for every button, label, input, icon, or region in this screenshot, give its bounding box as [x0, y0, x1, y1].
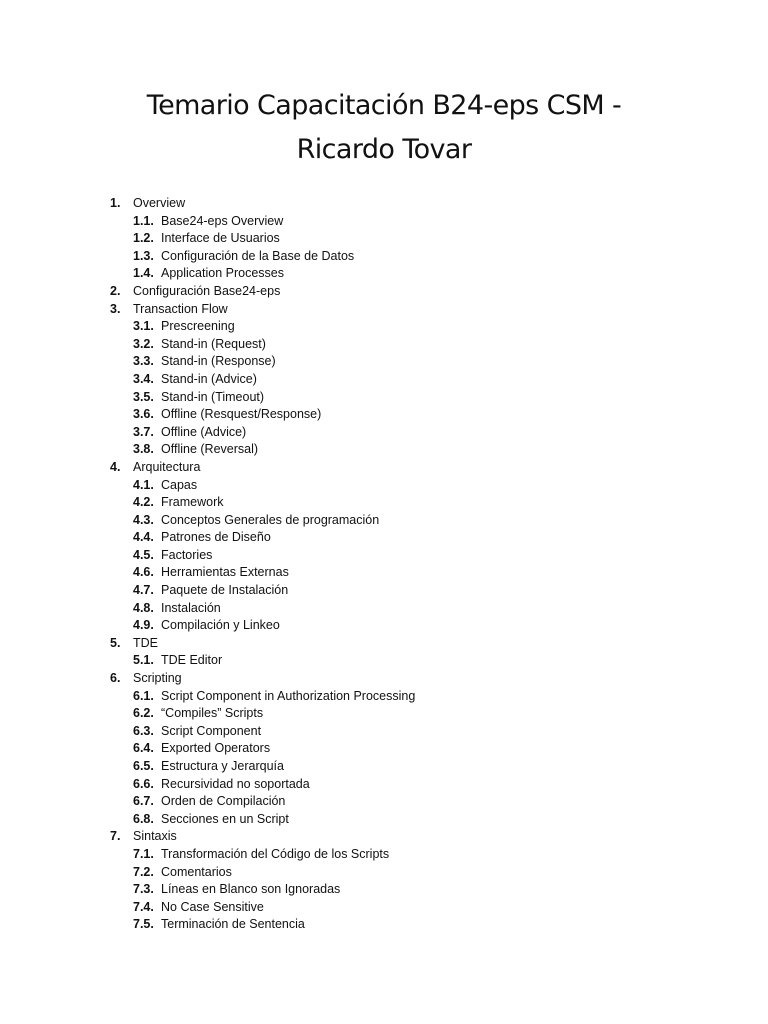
outline-item-label: Stand-in (Request)	[161, 336, 266, 351]
outline-section	[0, 283, 768, 301]
outline-item-number: 1.3.	[133, 248, 154, 263]
outline-subsection	[0, 564, 768, 582]
outline-item-label: Prescreening	[161, 319, 235, 334]
outline-item-label: Recursividad no soportada	[161, 776, 310, 791]
outline-subsection	[0, 740, 768, 758]
outline-item-label: Exported Operators	[161, 741, 271, 756]
outline-item-number: 4.7.	[133, 583, 154, 598]
outline-subsection	[0, 424, 768, 442]
outline-item-number: 7.4.	[133, 899, 154, 914]
outline-item-number: 4.2.	[133, 495, 154, 510]
outline-item-label: Instalación	[161, 600, 221, 615]
outline-section	[0, 195, 768, 213]
outline-item-label: Base24-eps Overview	[161, 213, 284, 228]
outline-item-label: Script Component in Authorization Processing	[161, 688, 416, 703]
outline-subsection	[0, 389, 768, 407]
outline-item-number: 7.3.	[133, 882, 154, 897]
outline-item-label: Sintaxis	[133, 829, 177, 844]
outline-subsection	[0, 652, 768, 670]
outline-item-number: 4.4.	[133, 530, 154, 545]
outline-item-number: 5.1.	[133, 653, 154, 668]
outline-item-number: 4.	[110, 459, 121, 474]
outline-subsection	[0, 916, 768, 934]
outline-item-number: 6.1.	[133, 688, 154, 703]
outline-subsection	[0, 353, 768, 371]
outline-item-label: Offline (Resquest/Response)	[161, 407, 322, 422]
outline-item-label: “Compiles” Scripts	[161, 706, 264, 721]
outline-subsection	[0, 336, 768, 354]
outline-item-number: 3.5.	[133, 389, 154, 404]
outline-subsection	[0, 899, 768, 917]
outline-item-label: Estructura y Jerarquía	[161, 759, 284, 773]
outline-item-label: Transaction Flow	[133, 301, 228, 316]
outline-item-label: Scripting	[133, 671, 182, 686]
outline-item-number: 3.8.	[133, 442, 154, 457]
outline-item-label: Líneas en Blanco son Ignoradas	[161, 882, 341, 897]
outline-item-label: Factories	[161, 547, 213, 562]
outline-item-label: Herramientas Externas	[161, 565, 289, 580]
outline-item-number: 4.1.	[133, 477, 154, 492]
outline-item-number: 7.2.	[133, 864, 154, 879]
outline-item-label: Comentarios	[161, 864, 232, 879]
outline-subsection	[0, 441, 768, 459]
outline-item-label: Stand-in (Advice)	[161, 371, 257, 386]
outline-item-label: Configuración de la Base de Datos	[161, 248, 355, 263]
outline-subsection	[0, 265, 768, 283]
outline-section	[0, 670, 768, 688]
outline-subsection	[0, 512, 768, 530]
outline-item-number: 2.	[110, 283, 121, 298]
outline-item-number: 6.3.	[133, 723, 154, 738]
outline-section	[0, 459, 768, 477]
document-title-line-2: Ricardo Tovar	[296, 134, 472, 165]
outline-item-label: TDE	[133, 635, 158, 650]
outline-item-number: 6.8.	[133, 811, 154, 826]
outline-item-number: 7.1.	[133, 846, 154, 861]
outline-item-number: 4.6.	[133, 565, 154, 580]
outline-item-label: Offline (Reversal)	[161, 442, 259, 457]
outline-item-label: Overview	[133, 196, 186, 210]
outline-subsection	[0, 477, 768, 495]
outline-subsection	[0, 371, 768, 389]
outline-item-label: Orden de Compilación	[161, 794, 286, 809]
outline-subsection	[0, 213, 768, 231]
outline-subsection	[0, 881, 768, 899]
outline-subsection	[0, 318, 768, 336]
outline-item-number: 4.8.	[133, 600, 154, 615]
outline-subsection	[0, 688, 768, 706]
outline-item-label: Stand-in (Timeout)	[161, 389, 265, 404]
outline-item-number: 1.1.	[133, 213, 154, 228]
outline-item-label: TDE Editor	[161, 653, 223, 668]
outline-section	[0, 635, 768, 653]
outline-item-number: 3.1.	[133, 319, 154, 334]
outline-subsection	[0, 406, 768, 424]
outline-subsection	[0, 529, 768, 547]
document-title-line-1: Temario Capacitación B24-eps CSM -	[146, 90, 622, 121]
outline-item-number: 6.5.	[133, 759, 154, 773]
outline-item-number: 4.5.	[133, 547, 154, 562]
outline-item-number: 4.9.	[133, 618, 154, 633]
outline-item-number: 4.3.	[133, 512, 154, 527]
outline-subsection	[0, 582, 768, 600]
outline-subsection	[0, 776, 768, 794]
outline-subsection	[0, 758, 768, 776]
outline-item-number: 5.	[110, 635, 121, 650]
numbered-outline	[0, 195, 768, 934]
outline-item-number: 6.6.	[133, 776, 154, 791]
outline-item-number: 3.4.	[133, 371, 154, 386]
outline-subsection	[0, 248, 768, 266]
outline-subsection	[0, 617, 768, 635]
outline-item-label: Secciones en un Script	[161, 811, 289, 826]
outline-item-number: 6.	[110, 671, 121, 686]
outline-item-number: 7.	[110, 829, 121, 844]
outline-item-label: Paquete de Instalación	[161, 583, 289, 598]
outline-section	[0, 301, 768, 319]
outline-subsection	[0, 494, 768, 512]
outline-subsection	[0, 547, 768, 565]
outline-subsection	[0, 811, 768, 829]
document-title	[0, 84, 768, 172]
outline-item-number: 1.2.	[133, 231, 154, 246]
outline-item-label: Offline (Advice)	[161, 424, 247, 439]
outline-item-number: 3.7.	[133, 424, 154, 439]
outline-item-label: Stand-in (Response)	[161, 354, 276, 369]
outline-section	[0, 828, 768, 846]
outline-subsection	[0, 846, 768, 864]
outline-item-label: Interface de Usuarios	[161, 231, 280, 246]
outline-item-label: Compilación y Linkeo	[161, 618, 280, 633]
outline-subsection	[0, 230, 768, 248]
outline-item-label: Patrones de Diseño	[161, 530, 271, 545]
outline-subsection	[0, 793, 768, 811]
outline-item-label: Application Processes	[161, 266, 284, 281]
outline-item-number: 3.6.	[133, 407, 154, 422]
outline-item-label: Conceptos Generales de programación	[161, 512, 380, 527]
outline-item-label: Arquitectura	[133, 459, 201, 474]
outline-item-number: 6.7.	[133, 794, 154, 809]
outline-subsection	[0, 705, 768, 723]
outline-item-label: Framework	[161, 495, 224, 510]
outline-item-label: Transformación del Código de los Scripts	[161, 846, 390, 861]
outline-item-number: 3.	[110, 301, 121, 316]
outline-item-number: 6.2.	[133, 706, 154, 721]
outline-item-label: Terminación de Sentencia	[161, 917, 305, 932]
outline-item-number: 1.4.	[133, 266, 154, 281]
outline-subsection	[0, 864, 768, 882]
outline-subsection	[0, 723, 768, 741]
outline-item-number: 3.3.	[133, 354, 154, 369]
outline-item-label: Script Component	[161, 723, 262, 738]
outline-item-label: Capas	[161, 477, 198, 492]
outline-item-label: No Case Sensitive	[161, 899, 264, 914]
outline-item-number: 3.2.	[133, 336, 154, 351]
outline-item-number: 6.4.	[133, 741, 154, 756]
outline-subsection	[0, 600, 768, 618]
outline-item-label: Configuración Base24-eps	[133, 283, 281, 298]
outline-item-number: 1.	[110, 196, 121, 210]
outline-item-number: 7.5.	[133, 917, 154, 932]
